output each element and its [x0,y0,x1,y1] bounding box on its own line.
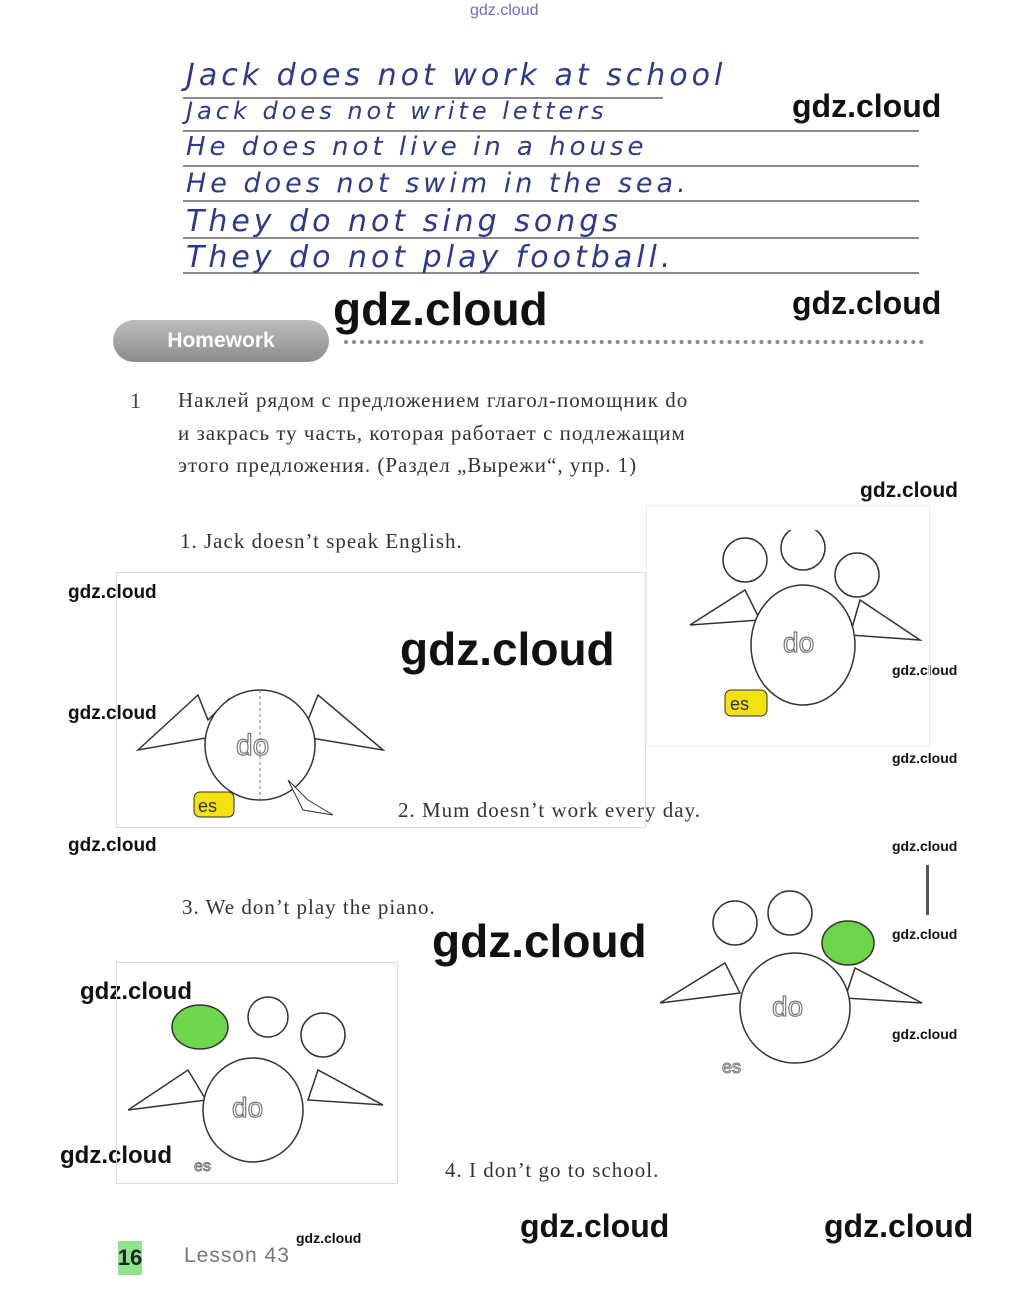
sentence-4: 4. I don’t go to school. [445,1158,660,1182]
task-instruction-line: Наклей рядом с предложением глагол-помощник do [178,388,689,412]
watermark: gdz.cloud [432,915,647,967]
watermark-top: gdz.cloud [470,2,539,19]
handwritten-line: He does not swim in the sea. [186,168,690,199]
task-instruction-line: этого предложения. (Раздел „Вырежи“, упр. 1) [178,453,638,477]
watermark: gdz.cloud [892,750,958,766]
sentence-2: 2. Mum doesn’t work every day. [398,798,701,822]
watermark: gdz.cloud [68,703,157,724]
watermark: gdz.cloud [296,1230,362,1246]
dragon-illustration-2 [685,530,925,725]
sentence-3: 3. We don’t play the piano. [182,895,436,919]
ruled-line [183,165,919,167]
dragon-illustration-3 [660,888,925,1088]
handwritten-line: They do not sing songs [186,204,622,239]
task-instruction-line: и закрась ту часть, которая работает с подлежащим [178,421,686,445]
watermark: gdz.cloud [892,1026,958,1042]
handwritten-line: Jack does not work at school [186,58,727,93]
sentence-1: 1. Jack doesn’t speak English. [180,529,463,553]
handwritten-line: They do not play football. [186,240,675,275]
page-number: 16 [118,1241,142,1275]
watermark: gdz.cloud [792,88,942,124]
watermark: gdz.cloud [400,623,615,675]
dragon-illustration-1 [128,640,393,825]
watermark: gdz.cloud [860,479,958,502]
watermark: gdz.cloud [520,1208,670,1244]
task-number: 1 [130,388,141,413]
watermark: gdz.cloud [892,838,958,854]
watermark: gdz.cloud [824,1208,974,1244]
dragon-label-do: do [236,729,270,762]
dragon-label-es: es [722,1057,742,1077]
homework-badge: Homework [113,320,329,362]
dragon-label-es: es [198,796,218,816]
watermark: gdz.cloud [80,978,192,1005]
green-head [822,921,874,965]
watermark: gdz.cloud [892,926,958,942]
dotted-divider [344,340,924,344]
dragon-label-do: do [772,991,804,1022]
frame-edge [926,865,929,915]
watermark: gdz.cloud [892,662,958,678]
watermark: gdz.cloud [792,285,942,321]
watermark: gdz.cloud [68,835,157,856]
dragon-label-do: do [783,627,815,658]
watermark: gdz.cloud [68,582,157,603]
dragon-illustration-4 [128,995,388,1175]
watermark: gdz.cloud [60,1142,172,1169]
handwritten-line: Jack does not write letters [186,97,608,125]
lesson-label: Lesson 43 [184,1244,290,1267]
green-head [172,1005,228,1049]
dragon-label-es: es [730,694,750,714]
handwritten-line: He does not live in a house [186,132,648,162]
dragon-label-es: es [194,1158,211,1175]
ruled-line [183,200,919,202]
watermark: gdz.cloud [333,283,548,335]
dragon-label-do: do [232,1092,264,1123]
